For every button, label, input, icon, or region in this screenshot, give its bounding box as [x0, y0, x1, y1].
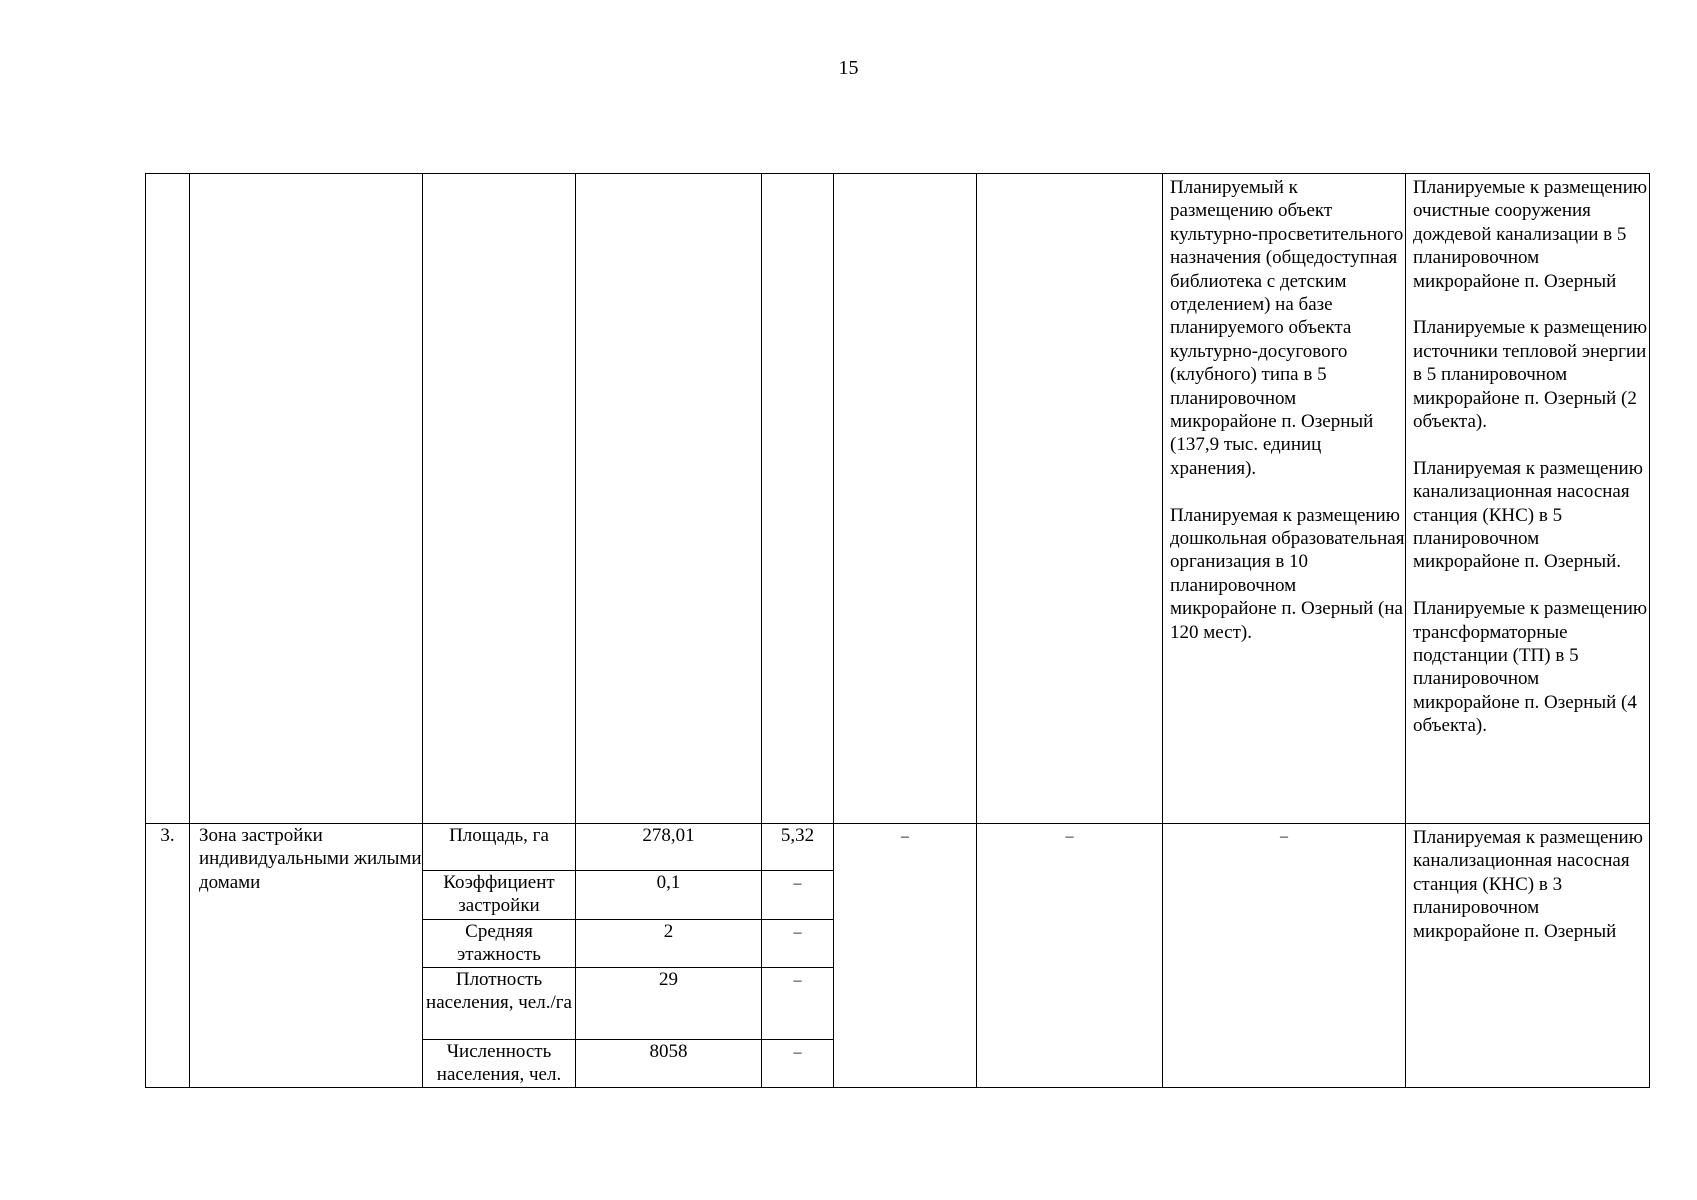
param-value: 278,01: [576, 824, 762, 871]
dash: –: [793, 875, 802, 892]
param-name: Плотность населения, чел./га: [423, 968, 576, 1040]
param-name: Численность населения, чел.: [423, 1040, 576, 1088]
param-value: 0,1: [576, 871, 762, 920]
planning-table: [145, 173, 1650, 1088]
param-extra: [762, 968, 834, 1040]
dash: –: [1065, 828, 1074, 845]
dash: –: [793, 924, 802, 941]
cell-engineering-facilities: [1406, 174, 1650, 824]
cell-empty: [762, 174, 834, 824]
text-paragraph: Планируемые к размещению очистные сооружения дождевой канализации в 5 планировочном микрорайоне п. Озерный: [1413, 177, 1648, 292]
param-value: 2: [576, 920, 762, 968]
cell-social-facilities: [1163, 174, 1406, 824]
cell-empty: [834, 174, 977, 824]
param-extra: [762, 1040, 834, 1088]
param-value: 8058: [576, 1040, 762, 1088]
page-number: 15: [838, 57, 859, 79]
cell-empty: [977, 174, 1163, 824]
cell-engineering-facilities: [1406, 824, 1650, 1088]
text-paragraph: Планируемая к размещению канализационная насосная станция (КНС) в 3 планировочном микрорайоне п. Озерный: [1413, 827, 1643, 942]
zone-name-cell: [190, 824, 423, 1088]
text-paragraph: Планируемые к размещению источники тепловой энергии в 5 планировочном микрорайоне п. Озерный (2 объекта).: [1413, 317, 1648, 433]
dash: –: [793, 972, 802, 989]
cell-dash: [834, 824, 977, 1088]
param-name: Коэффициент застройки: [423, 871, 576, 920]
cell-dash: [977, 824, 1163, 1088]
text-paragraph: Планируемый к размещению объект культурно-просветительного назначения (общедоступная библиотека с детским отделением) на базе планируемого объекта культурно-досугового (клубного) типа в 5 планировочном микрорайоне п. Озерный (137,9 тыс. единиц хранения).: [1170, 177, 1404, 479]
row-number: 3.: [146, 824, 190, 1088]
text-paragraph: Планируемая к размещению дошкольная образовательная организация в 10 планировочном микрорайоне п. Озерный (на 120 мест).: [1170, 504, 1405, 643]
param-extra: 5,32: [762, 824, 834, 871]
text-paragraph: Планируемая к размещению канализационная насосная станция (КНС) в 5 планировочном микрорайоне п. Озерный.: [1413, 457, 1643, 573]
table-row-continued: [146, 174, 1650, 824]
param-value: 29: [576, 968, 762, 1040]
param-extra: [762, 871, 834, 920]
param-extra: [762, 920, 834, 968]
zone-name: Зона застройки индивидуальными жилыми домами: [199, 825, 422, 893]
cell-empty: [190, 174, 423, 824]
param-name: Средняя этажность: [423, 920, 576, 968]
table-row: [146, 824, 1650, 871]
cell-empty: [146, 174, 190, 824]
dash: –: [901, 828, 909, 845]
cell-dash: [1163, 824, 1406, 1088]
dash: –: [1280, 828, 1288, 845]
dash: –: [793, 1044, 802, 1061]
cell-empty: [423, 174, 576, 824]
cell-empty: [576, 174, 762, 824]
param-name: Площадь, га: [423, 824, 576, 871]
text-paragraph: Планируемые к размещению трансформаторные подстанции (ТП) в 5 планировочном микрорайоне п. Озерный (4 объекта).: [1413, 598, 1648, 737]
